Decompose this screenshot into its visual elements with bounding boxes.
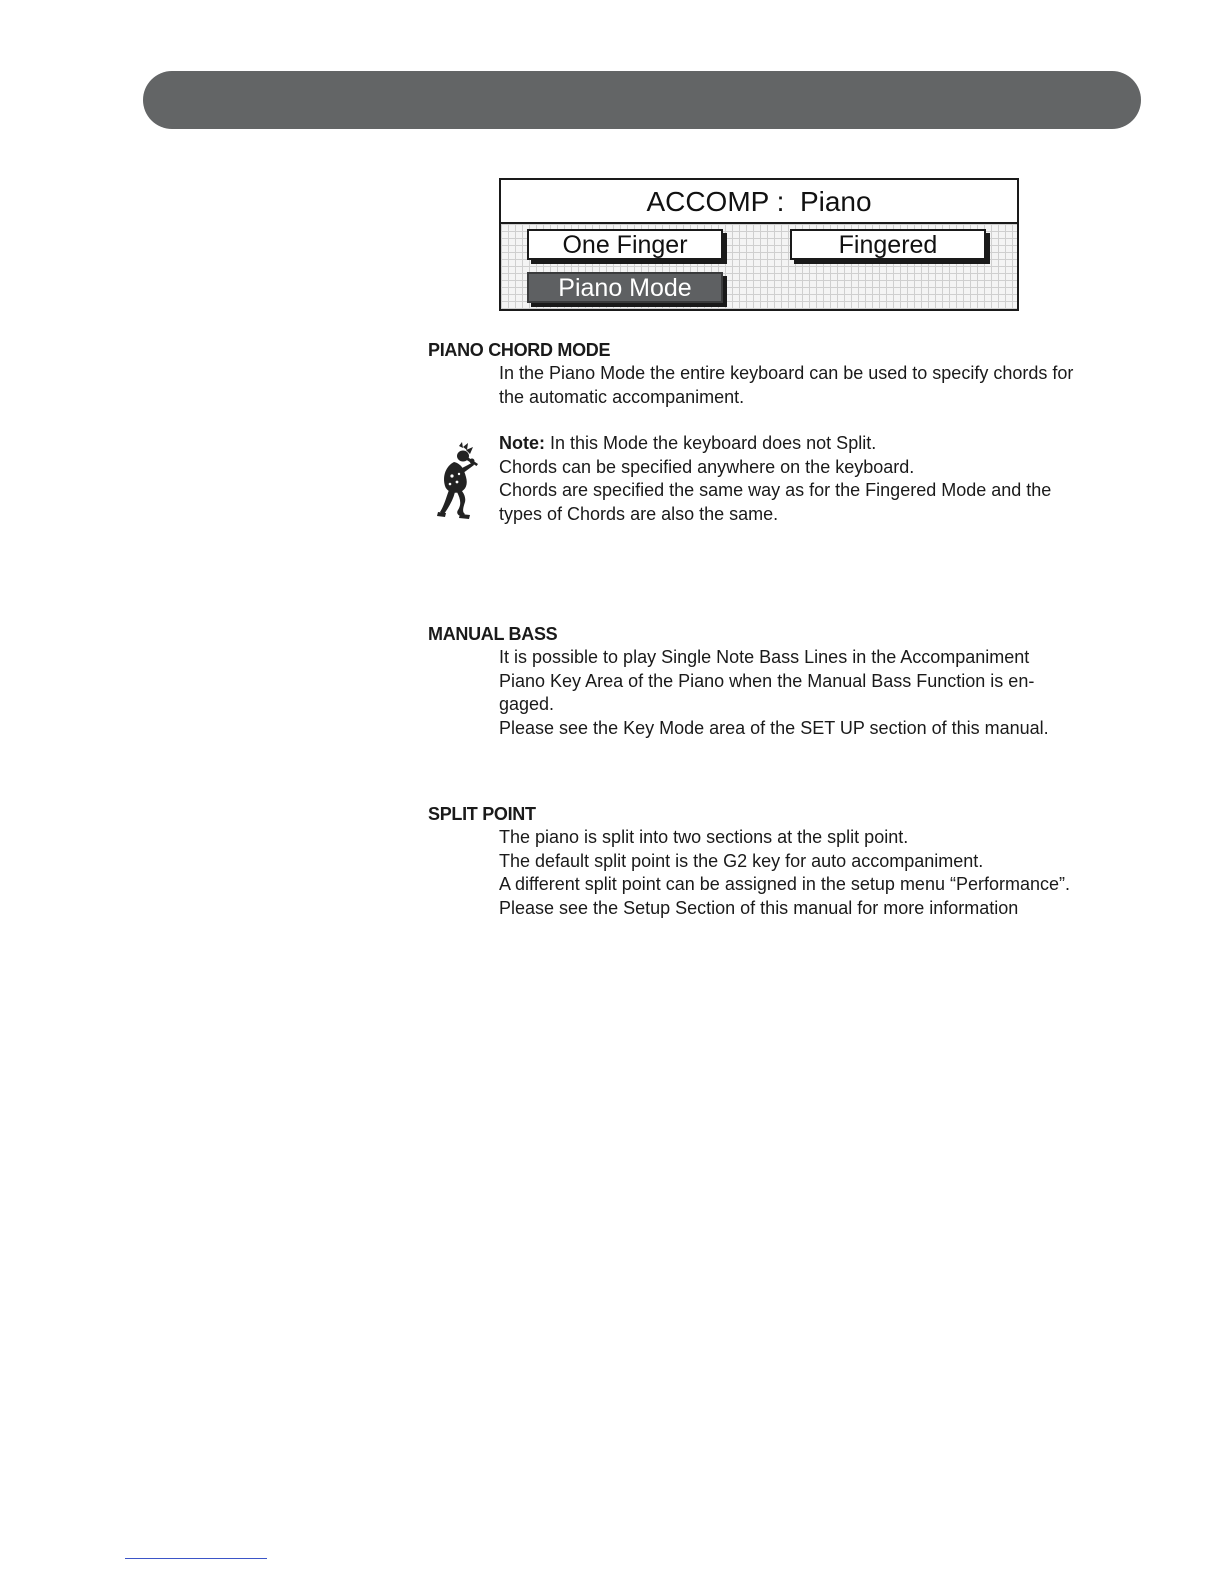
text-line: The piano is split into two sections at the split point.	[499, 827, 909, 847]
manual-bass-text	[499, 646, 1139, 741]
text-line: Chords are specified the same way as for the Fingered Mode and the	[499, 480, 1052, 501]
split-point-text	[499, 826, 1139, 921]
piano-chord-mode-note	[499, 432, 1139, 527]
split-point-heading: SPLIT POINT	[428, 804, 536, 824]
piano-chord-mode-text	[499, 362, 1139, 409]
text-line: It is possible to play Single Note Bass Lines in the Accompaniment	[499, 647, 1030, 667]
text-line: gaged.	[499, 694, 555, 715]
kokopelli-icon	[432, 442, 488, 520]
note-text: In this Mode the keyboard does not Split.	[545, 433, 877, 453]
text-line: the automatic accompaniment.	[499, 386, 745, 407]
footer-rule	[125, 1558, 267, 1559]
text-line: Chords can be specified anywhere on the keyboard.	[499, 456, 915, 477]
lcd-display	[499, 178, 1019, 311]
manual-bass-heading: MANUAL BASS	[428, 624, 558, 644]
piano-mode-button[interactable]: Piano Mode	[527, 272, 723, 303]
text-line: The default split point is the G2 key for auto accompaniment.	[499, 850, 984, 871]
lcd-title: ACCOMP : Piano	[501, 180, 1017, 224]
text-line: types of Chords are also the same.	[499, 504, 779, 525]
text-line: In the Piano Mode the entire keyboard can be used to specify chords for	[499, 363, 1074, 383]
text-line: Please see the Setup Section of this manual for more information	[499, 898, 1019, 919]
text-line: Piano Key Area of the Piano when the Manual Bass Function is en-	[499, 670, 1035, 691]
note-label: Note:	[499, 433, 545, 453]
one-finger-button[interactable]: One Finger	[527, 229, 723, 260]
text-line: Please see the Key Mode area of the SET UP section of this manual.	[499, 718, 1049, 739]
header-bar	[143, 71, 1141, 129]
fingered-button[interactable]: Fingered	[790, 229, 986, 260]
lcd-body	[501, 224, 1017, 309]
piano-chord-mode-heading: PIANO CHORD MODE	[428, 340, 611, 360]
note-first-line	[499, 432, 1139, 456]
text-line: A different split point can be assigned in the setup menu “Performance”.	[499, 874, 1070, 895]
